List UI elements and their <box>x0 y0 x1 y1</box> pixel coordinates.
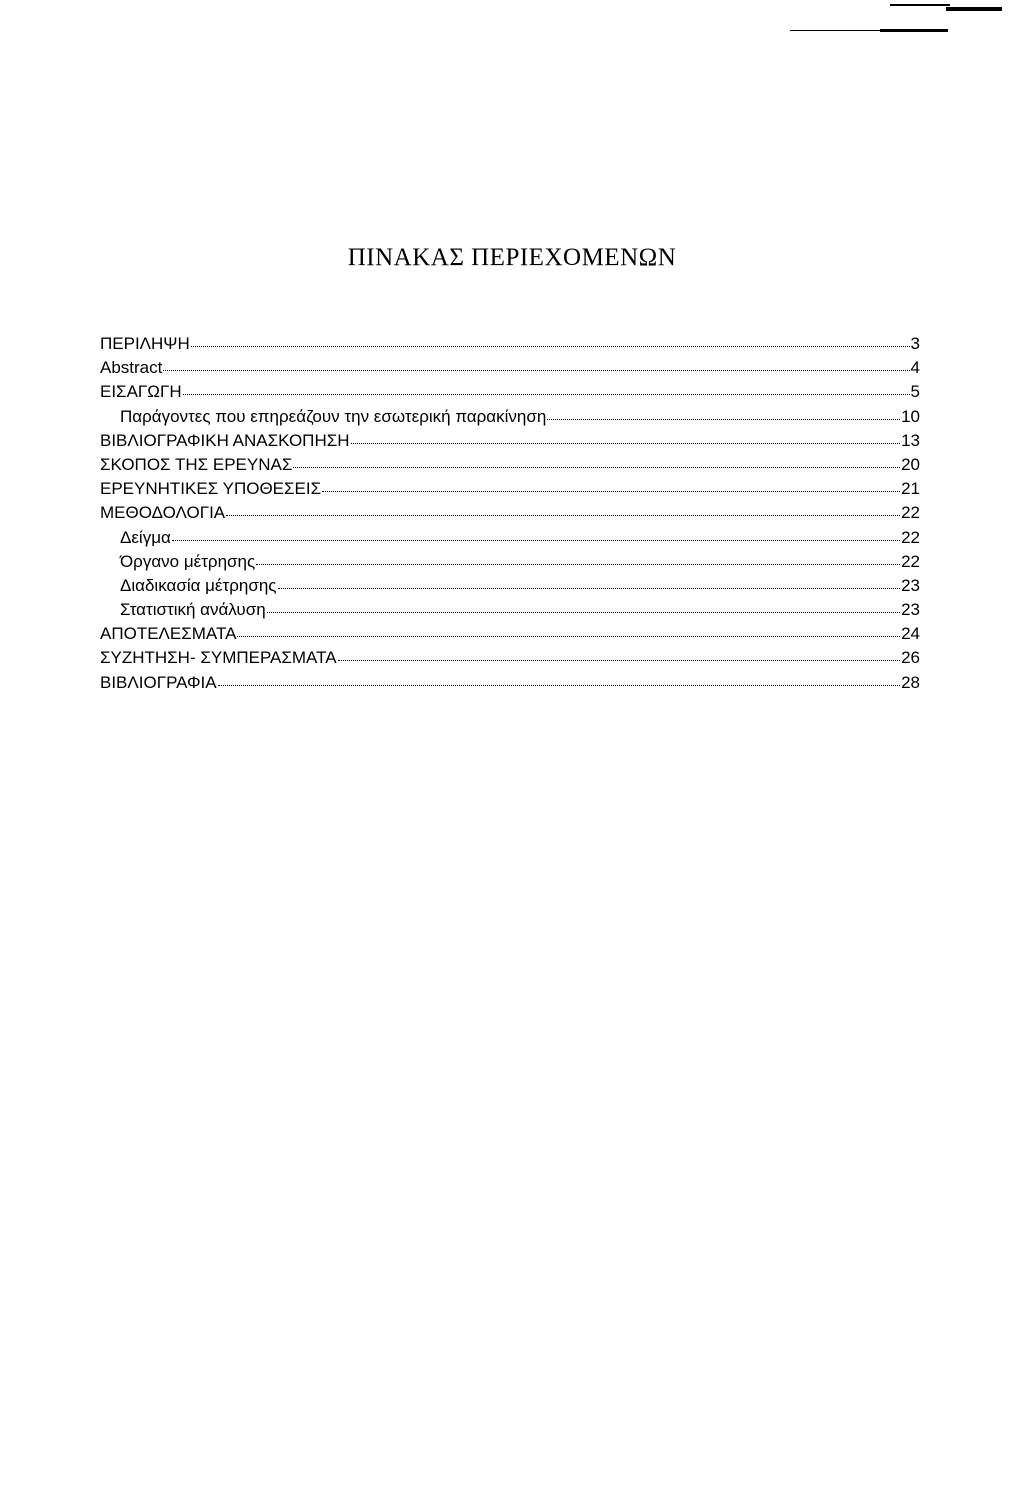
toc-dot-leader <box>191 332 910 349</box>
toc-dot-leader <box>293 453 900 470</box>
toc-entry-label: ΑΠΟΤΕΛΕΣΜΑΤΑ <box>100 624 237 644</box>
toc-entry[interactable] <box>100 622 920 646</box>
toc-page-number: 21 <box>901 479 920 499</box>
toc-page-number: 20 <box>901 454 920 474</box>
scan-artifact-line <box>790 30 880 31</box>
toc-entry-label: Όργανο μέτρησης <box>120 551 256 571</box>
toc-entry[interactable] <box>100 429 920 453</box>
toc-page-number: 26 <box>901 648 920 668</box>
toc-entry-label: ΕΙΣΑΓΩΓΗ <box>100 382 182 402</box>
toc-page-number: 23 <box>901 600 920 620</box>
toc-entry-label: ΜΕΘΟΔΟΛΟΓΙΑ <box>100 503 226 523</box>
toc-dot-leader <box>163 356 909 373</box>
toc-entry-label: Παράγοντες που επηρεάζουν την εσωτερική παρακίνηση <box>120 406 547 426</box>
toc-page-number: 22 <box>901 527 920 547</box>
toc-dot-leader <box>267 598 900 615</box>
scan-artifact-line <box>946 7 1002 11</box>
toc-page-number: 22 <box>901 503 920 523</box>
toc-entry-label: ΒΙΒΛΙΟΓΡΑΦΙΚΗ ΑΝΑΣΚΟΠΗΣΗ <box>100 430 350 450</box>
table-of-contents <box>100 332 920 695</box>
toc-page-number: 28 <box>901 672 920 692</box>
toc-entry[interactable] <box>100 646 920 670</box>
toc-page-number: 13 <box>901 430 920 450</box>
toc-page-number: 3 <box>910 334 920 353</box>
toc-entry-label: Στατιστική ανάλυση <box>120 600 266 620</box>
toc-dot-leader <box>338 646 900 663</box>
toc-entry[interactable] <box>100 526 920 550</box>
toc-entry[interactable] <box>100 405 920 429</box>
toc-page-number: 5 <box>910 382 920 402</box>
scan-artifact-line <box>890 4 950 6</box>
toc-entry[interactable] <box>100 453 920 477</box>
toc-entry-label: ΣΚΟΠΟΣ ΤΗΣ ΕΡΕΥΝΑΣ <box>100 454 293 474</box>
toc-dot-leader <box>172 526 900 543</box>
toc-entry-label: Δείγμα <box>120 527 171 547</box>
toc-page-number: 4 <box>910 358 920 378</box>
toc-entry-label: ΒΙΒΛΙΟΓΡΑΦΙΑ <box>100 672 217 692</box>
toc-entry[interactable] <box>100 574 920 598</box>
toc-entry[interactable] <box>100 477 920 501</box>
toc-dot-leader <box>237 622 900 639</box>
toc-entry[interactable] <box>100 671 920 695</box>
toc-dot-leader <box>218 671 900 688</box>
toc-dot-leader <box>547 405 900 422</box>
toc-entry-label: Abstract <box>100 358 163 378</box>
toc-dot-leader <box>226 501 900 518</box>
toc-entry-label: ΠΕΡΙΛΗΨΗ <box>100 334 190 353</box>
toc-dot-leader <box>278 574 901 591</box>
toc-entry[interactable] <box>100 550 920 574</box>
scan-artifact-line <box>880 29 948 32</box>
toc-entry[interactable] <box>100 356 920 380</box>
toc-entry-label: ΕΡΕΥΝΗΤΙΚΕΣ ΥΠΟΘΕΣΕΙΣ <box>100 479 322 499</box>
toc-entry[interactable] <box>100 380 920 404</box>
page-title: ΠΙΝΑΚΑΣ ΠΕΡΙΕΧΟΜΕΝΩΝ <box>347 244 677 271</box>
toc-page-number: 24 <box>901 624 920 644</box>
toc-dot-leader <box>256 550 900 567</box>
toc-dot-leader <box>183 380 910 397</box>
toc-dot-leader <box>322 477 900 494</box>
toc-page-number: 22 <box>901 551 920 571</box>
toc-dot-leader <box>351 429 901 446</box>
toc-entry[interactable] <box>100 501 920 525</box>
toc-entry[interactable] <box>100 598 920 622</box>
toc-entry-label: Διαδικασία μέτρησης <box>120 575 277 595</box>
toc-entry[interactable] <box>100 332 920 356</box>
toc-entry-label: ΣΥΖΗΤΗΣΗ- ΣΥΜΠΕΡΑΣΜΑΤΑ <box>100 648 337 668</box>
toc-page-number: 10 <box>901 406 920 426</box>
toc-page-number: 23 <box>901 575 920 595</box>
